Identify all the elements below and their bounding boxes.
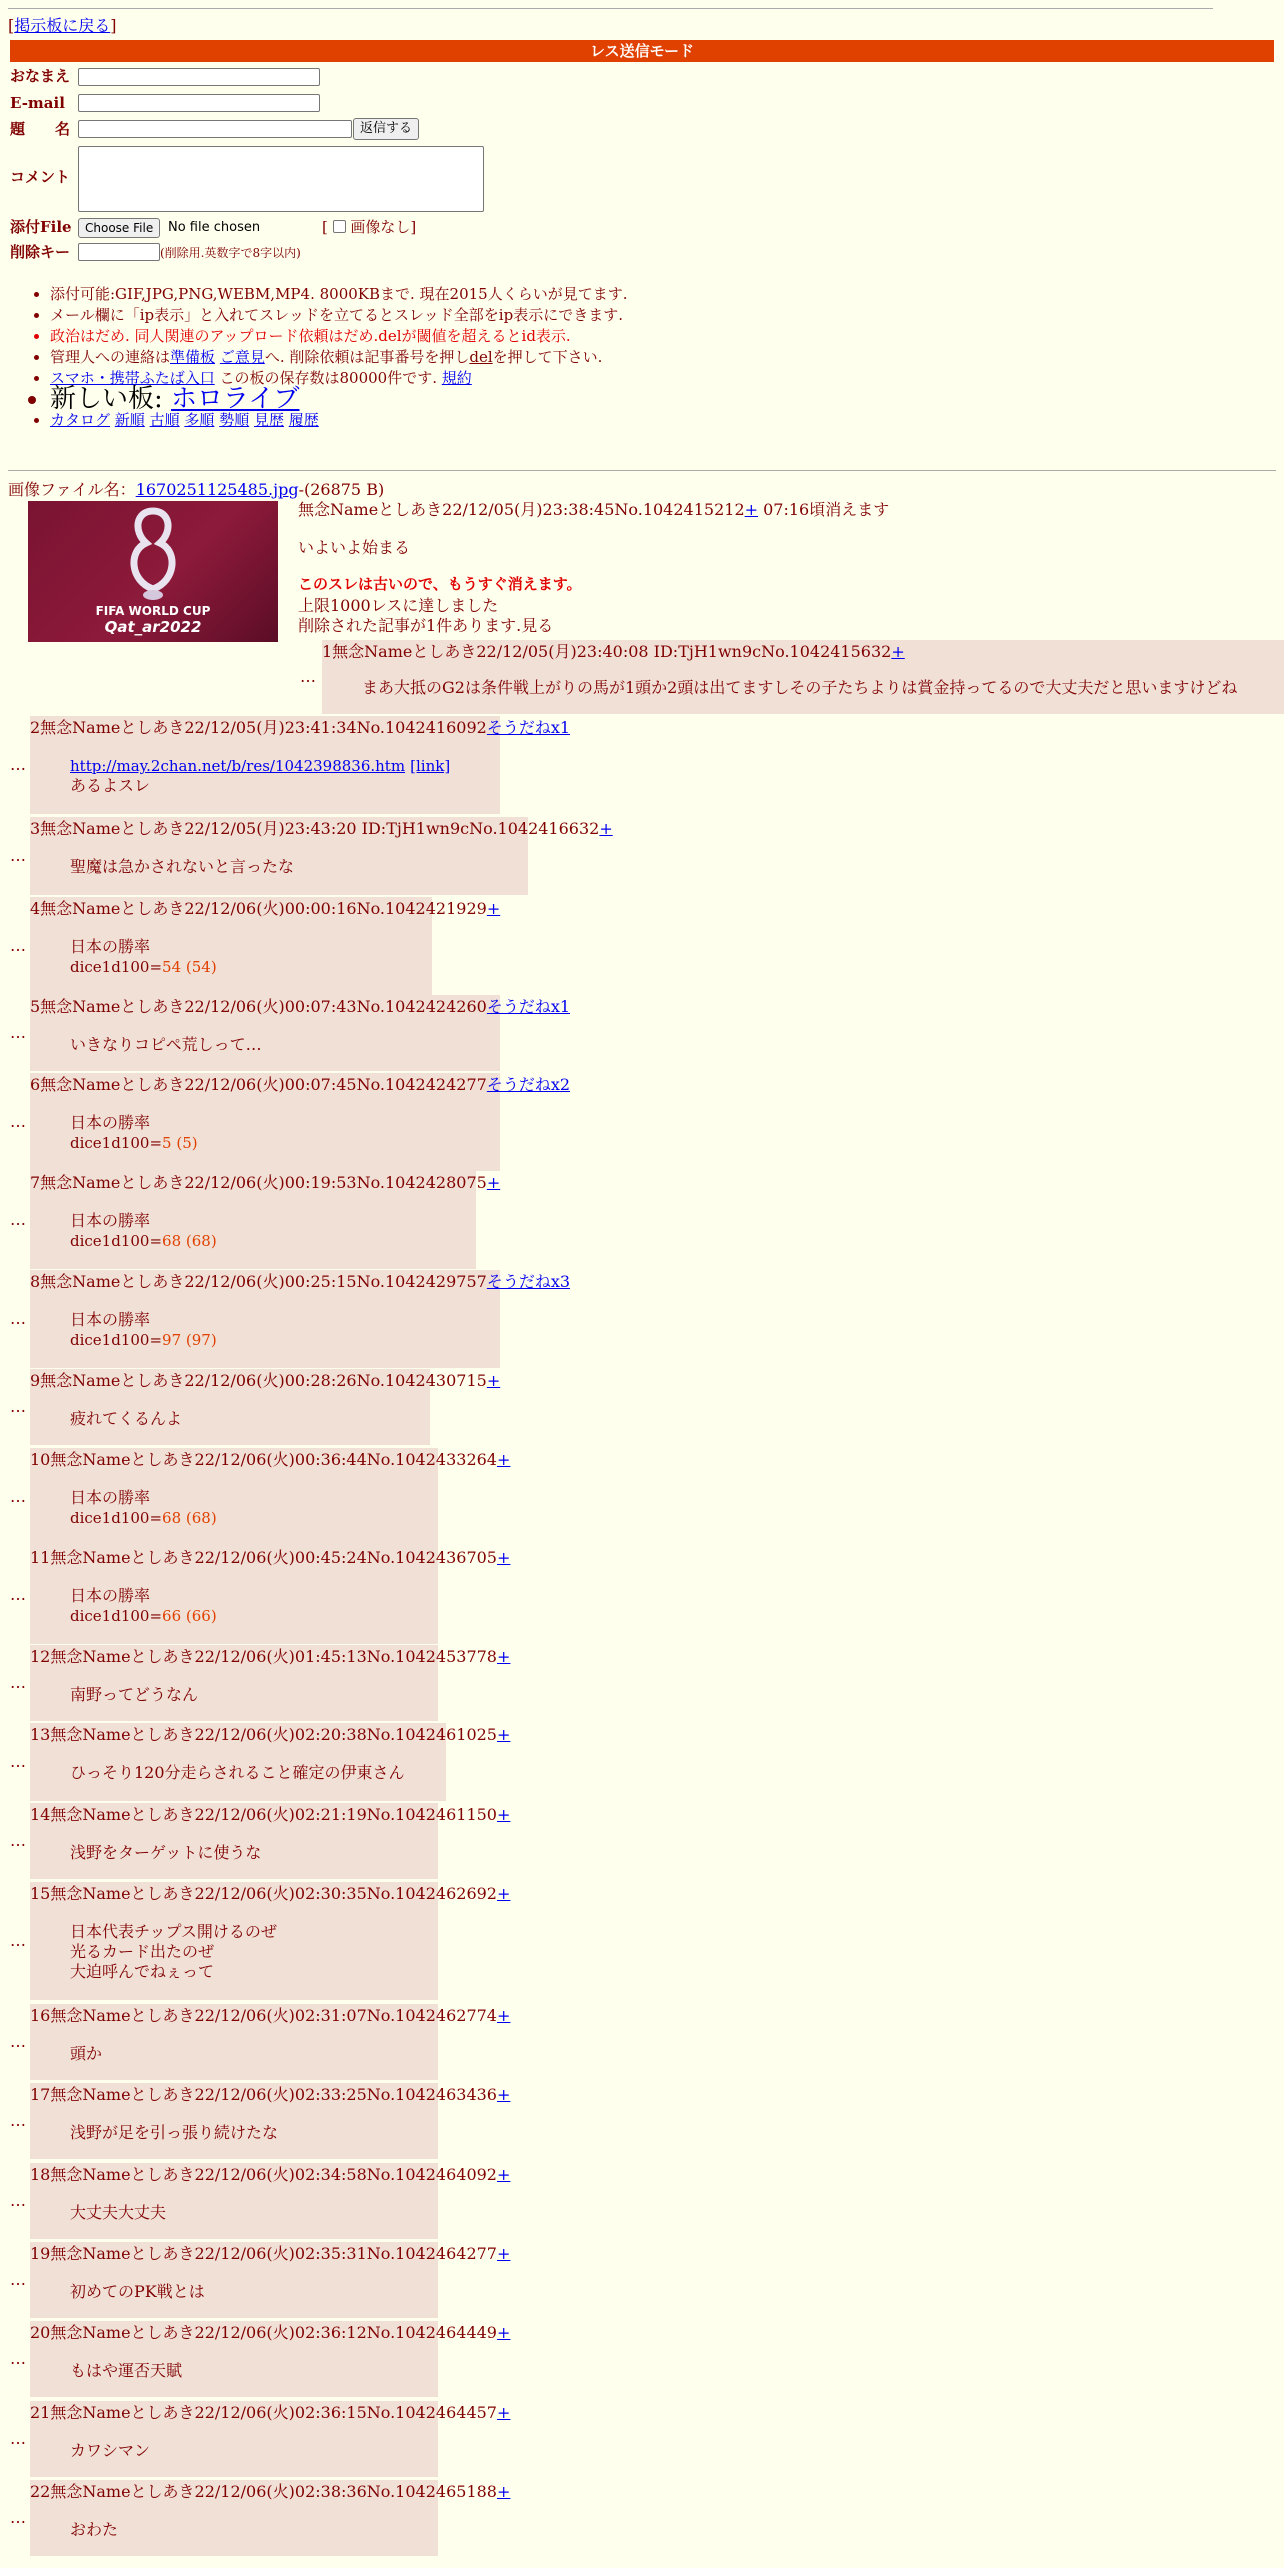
- reply-text: もはや運否天賦: [70, 2361, 183, 2380]
- op-header: [298, 500, 889, 520]
- no-image-checkbox[interactable]: [333, 220, 346, 233]
- reply-post: [322, 640, 1284, 714]
- dice-result: 54 (54): [162, 958, 217, 976]
- reply-header: [30, 1272, 570, 1292]
- reply-text: 日本の勝率: [70, 1211, 151, 1230]
- note-item: [50, 384, 628, 414]
- note-item: • メール欄に「ip表示」と入れてスレッドを立てるとスレッド全部をip表示にできます.: [50, 305, 628, 325]
- reply-indent-marker: …: [10, 1931, 26, 1950]
- back-nav: [8, 16, 117, 36]
- op-thumbnail-image[interactable]: [28, 501, 278, 642]
- reply-indent-marker: …: [10, 1210, 26, 1229]
- reply-header: [30, 1647, 510, 1667]
- sodane-link[interactable]: +: [496, 1884, 511, 1903]
- op-file-info: [8, 480, 384, 500]
- image-caption: Qat_ar2022: [104, 618, 202, 636]
- note-text: へ. 削除依頼は記事番号を押し: [264, 348, 470, 366]
- reply-body: [70, 756, 450, 796]
- reply-post: [30, 1645, 511, 1721]
- name-label: おなまえ: [10, 67, 71, 85]
- reply-body: [70, 2203, 166, 2223]
- note-item: [50, 347, 628, 367]
- reply-header: [30, 2482, 510, 2502]
- subject-label: 題 名: [10, 120, 71, 138]
- reply-meta: 16無念Nameとしあき22/12/06(火)02:31:07No.1042462774: [30, 2006, 497, 2025]
- dice-command: dice1d100=: [70, 1331, 163, 1349]
- dice-command: dice1d100=: [70, 1509, 163, 1527]
- reply-header: [30, 1075, 570, 1095]
- reply-indent-marker: …: [10, 2429, 26, 2448]
- hololive-board-link[interactable]: ホロライブ: [171, 384, 300, 414]
- reply-body: [70, 857, 294, 877]
- note-item: • 政治はだめ. 同人関連のアップロード依頼はだめ.delが閾値を超えるとid表示.: [50, 326, 628, 346]
- bracket: [: [8, 16, 15, 35]
- reply-indent-marker: …: [10, 1023, 26, 1042]
- reply-post: [30, 1171, 501, 1269]
- reply-meta: 21無念Nameとしあき22/12/06(火)02:36:15No.1042464457: [30, 2403, 497, 2422]
- reply-body: [70, 2282, 205, 2302]
- reply-text: 南野ってどうなん: [70, 1685, 199, 1704]
- op-meta: 無念Nameとしあき22/12/05(月)23:38:45No.1042415212: [298, 500, 745, 519]
- reply-text: 日本代表チップス開けるのぜ 光るカード出たのぜ 大迫呼んでねぇって: [70, 1922, 277, 1981]
- reply-text: 浅野をターゲットに使うな: [70, 1843, 262, 1862]
- sodane-link[interactable]: +: [496, 1805, 511, 1824]
- reply-body: [70, 1488, 217, 1528]
- reply-body: [70, 2123, 278, 2143]
- reply-indent-marker: …: [10, 1487, 26, 1506]
- reply-text: 大丈夫大丈夫: [70, 2203, 167, 2222]
- reply-body: [70, 1211, 217, 1251]
- reply-indent-marker: …: [10, 1752, 26, 1771]
- reply-body: [70, 1685, 198, 1705]
- comment-label: コメント: [10, 168, 71, 186]
- reply-indent-marker: …: [10, 1112, 26, 1131]
- op-sodane-link[interactable]: +: [744, 500, 759, 519]
- reply-text: いきなりコピペ荒しって…: [70, 1035, 262, 1054]
- feedback-link[interactable]: ご意見: [219, 348, 265, 366]
- mobile-entrance-link[interactable]: スマホ・携帯ふたば入口: [50, 369, 215, 387]
- comment-textarea[interactable]: [78, 146, 484, 212]
- reply-indent-marker: …: [10, 755, 26, 774]
- op-body: いよいよ始まる: [298, 538, 411, 557]
- note-text: この板の保存数は80000件です.: [219, 369, 437, 387]
- sodane-link[interactable]: +: [496, 1725, 511, 1744]
- file-size: -(26875 B): [298, 480, 385, 499]
- reply-indent-marker: …: [10, 2111, 26, 2130]
- terms-link[interactable]: 規約: [441, 369, 472, 387]
- reply-post: [30, 2083, 511, 2159]
- reply-meta: 3無念Nameとしあき22/12/05(月)23:43:20 ID:TjH1wn9cNo.1042416632: [30, 819, 600, 838]
- reply-header: [30, 997, 570, 1017]
- no-image-label: 画像なし]: [350, 218, 417, 236]
- dice-command: dice1d100=: [70, 958, 163, 976]
- sodane-link[interactable]: +: [599, 819, 613, 838]
- sodane-link[interactable]: そうだねx2: [486, 1075, 571, 1094]
- reply-text: 浅野が足を引っ張り続けたな: [70, 2123, 279, 2142]
- sodane-link[interactable]: +: [496, 1548, 511, 1567]
- reply-text: 日本の勝率: [70, 1113, 151, 1132]
- reply-post: [30, 897, 501, 995]
- reply-indent-marker: …: [10, 1673, 26, 1692]
- reply-text: 日本の勝率: [70, 1488, 151, 1507]
- email-label: E-mail: [10, 94, 65, 112]
- reply-indent-marker: …: [10, 2349, 26, 2368]
- delete-key-input[interactable]: [78, 243, 160, 261]
- reply-post: [30, 1073, 571, 1171]
- del-text: del: [469, 348, 493, 366]
- reply-meta: 15無念Nameとしあき22/12/06(火)02:30:35No.1042462692: [30, 1884, 497, 1903]
- reply-meta: 14無念Nameとしあき22/12/06(火)02:21:19No.1042461150: [30, 1805, 497, 1824]
- name-input[interactable]: [78, 68, 320, 86]
- reply-meta: 2無念Nameとしあき22/12/05(月)23:41:34No.1042416092: [30, 718, 487, 737]
- reply-meta: 11無念Nameとしあき22/12/06(火)00:45:24No.1042436705: [30, 1548, 497, 1567]
- bracket: ]: [110, 16, 117, 35]
- reply-meta: 19無念Nameとしあき22/12/06(火)02:35:31No.1042464277: [30, 2244, 497, 2263]
- image-caption: FIFA WORLD CUP: [95, 604, 211, 618]
- no-image-option: [322, 218, 416, 237]
- reply-header: [30, 718, 570, 738]
- reply-text: あるよスレ: [70, 776, 151, 795]
- reply-body: [70, 1843, 261, 1863]
- reply-text: 頭か: [70, 2044, 103, 2063]
- reply-post: [30, 2401, 511, 2477]
- note-item: • 添付可能:GIF,JPG,PNG,WEBM,MP4. 8000KBまで. 現在2015人くらいが見てます.: [50, 284, 628, 304]
- reply-text: 日本の勝率: [70, 1586, 151, 1605]
- reply-meta: 12無念Nameとしあき22/12/06(火)01:45:13No.1042453778: [30, 1647, 497, 1666]
- email-input[interactable]: [78, 94, 320, 112]
- reply-meta: 17無念Nameとしあき22/12/06(火)02:33:25No.1042463436: [30, 2085, 497, 2104]
- dice-command: dice1d100=: [70, 1607, 163, 1625]
- reply-post: [30, 1546, 511, 1644]
- link-tag[interactable]: [link]: [410, 757, 451, 775]
- nav-link[interactable]: 見歴: [253, 411, 284, 429]
- reply-header: [30, 2323, 510, 2343]
- reply-indent-marker: …: [10, 846, 26, 865]
- reply-header: [30, 2006, 510, 2026]
- reply-header: [30, 1805, 510, 1825]
- reply-indent-marker: …: [10, 1397, 26, 1416]
- reply-body: [70, 1409, 182, 1429]
- nav-link[interactable]: 新順: [114, 411, 145, 429]
- reply-header: [30, 899, 500, 919]
- reply-post: [30, 1369, 501, 1445]
- sodane-link[interactable]: +: [496, 1450, 511, 1469]
- reply-text: 日本の勝率: [70, 1310, 151, 1329]
- thread-divider: [8, 470, 1276, 471]
- submit-reply-button[interactable]: 返信する: [353, 118, 419, 140]
- reply-text: ひっそり120分走らされること確定の伊東さん: [70, 1763, 405, 1782]
- reply-header: [30, 2403, 510, 2423]
- sodane-link[interactable]: そうだねx3: [486, 1272, 571, 1291]
- sodane-link[interactable]: そうだねx1: [486, 718, 571, 737]
- reply-text: 初めてのPK戦とは: [70, 2282, 205, 2301]
- new-board-label: 新しい板:: [50, 384, 163, 414]
- sodane-link[interactable]: +: [486, 1371, 501, 1390]
- sodane-link[interactable]: +: [496, 2165, 511, 2184]
- sodane-link[interactable]: +: [496, 2006, 511, 2025]
- reply-header: [30, 1548, 510, 1568]
- reply-header: [322, 642, 905, 662]
- op-file-link[interactable]: 1670251125485.jpg: [135, 480, 299, 499]
- nav-link[interactable]: 勢順: [219, 411, 250, 429]
- reply-meta: 9無念Nameとしあき22/12/06(火)00:28:26No.1042430715: [30, 1371, 487, 1390]
- reply-indent-marker: …: [10, 2270, 26, 2289]
- top-divider: [8, 8, 1213, 9]
- reply-text: 日本の勝率: [70, 937, 151, 956]
- reply-meta: 5無念Nameとしあき22/12/06(火)00:07:43No.1042424260: [30, 997, 487, 1016]
- reply-meta: 4無念Nameとしあき22/12/06(火)00:00:16No.1042421929: [30, 899, 487, 918]
- reply-mode-bar: レス送信モード: [10, 40, 1274, 62]
- reply-meta: 18無念Nameとしあき22/12/06(火)02:34:58No.1042464092: [30, 2165, 497, 2184]
- reply-text: まあ大抵のG2は条件戦上がりの馬が1頭か2頭は出てますしその子たちよりは賞金持ってるので大丈夫だと思いますけどね: [362, 678, 1238, 697]
- reply-body: [70, 1763, 405, 1783]
- reply-post: [30, 716, 571, 814]
- reply-meta: 10無念Nameとしあき22/12/06(火)00:36:44No.1042433264: [30, 1450, 497, 1469]
- reply-body: [70, 1922, 277, 1982]
- reply-header: [30, 1173, 500, 1193]
- file-label: 添付File: [10, 218, 72, 236]
- sodane-link[interactable]: +: [486, 1173, 501, 1192]
- reply-indent-marker: …: [10, 1831, 26, 1850]
- reply-post: [30, 2480, 511, 2556]
- nav-link[interactable]: 多順: [184, 411, 215, 429]
- back-to-board-link[interactable]: 掲示板に戻る: [14, 16, 111, 35]
- reply-indent-marker: …: [10, 1309, 26, 1328]
- board-notes: [30, 284, 628, 431]
- reply-body: [70, 2520, 118, 2540]
- bracket: [: [322, 218, 328, 236]
- reply-body: [70, 2361, 182, 2381]
- sodane-link[interactable]: +: [496, 1647, 511, 1666]
- reply-body: [70, 2044, 102, 2064]
- reply-post: [30, 2163, 511, 2239]
- reply-text: 聖魔は急かされないと言ったな: [70, 857, 295, 876]
- dice-result: 66 (66): [162, 1607, 217, 1625]
- reply-header: [30, 1884, 510, 1904]
- reply-body: [70, 2441, 150, 2461]
- nav-link[interactable]: カタログ: [50, 411, 111, 429]
- reply-limit-notice: 上限1000レスに達しました: [298, 596, 499, 615]
- reply-header: [30, 1725, 510, 1745]
- reply-post: [30, 1448, 511, 1546]
- reply-header: [30, 2165, 510, 2185]
- sodane-link[interactable]: +: [496, 2482, 511, 2501]
- reply-meta: 1無念Nameとしあき22/12/05(月)23:40:08 ID:TjH1wn9cNo.1042415632: [322, 642, 892, 661]
- old-thread-warning: このスレは古いので、もうすぐ消えます。: [298, 575, 582, 593]
- reply-post: [30, 1803, 511, 1879]
- reply-body: [362, 678, 1237, 698]
- reply-post: [30, 817, 613, 895]
- reply-header: [30, 2244, 510, 2264]
- reply-body: [70, 1310, 217, 1350]
- reply-text: おわた: [70, 2520, 119, 2539]
- thread-link[interactable]: http://may.2chan.net/b/res/1042398836.htm: [70, 757, 406, 775]
- reply-post: [30, 2321, 511, 2397]
- reply-meta: 22無念Nameとしあき22/12/06(火)02:38:36No.1042465188: [30, 2482, 497, 2501]
- reply-text: 疲れてくるんよ: [70, 1409, 183, 1428]
- reply-post: [30, 1270, 571, 1368]
- dice-result: 68 (68): [162, 1232, 217, 1250]
- dice-result: 5 (5): [162, 1134, 198, 1152]
- reply-header: [30, 1450, 510, 1470]
- reply-indent-marker: …: [10, 2191, 26, 2210]
- nav-link[interactable]: 古順: [149, 411, 180, 429]
- note-text: 管理人への連絡は: [50, 348, 171, 366]
- reply-post: [30, 2004, 511, 2080]
- reply-body: [70, 1035, 262, 1055]
- sodane-link[interactable]: +: [496, 2323, 511, 2342]
- reply-post: [30, 1882, 511, 2000]
- reply-indent-marker: …: [300, 667, 316, 686]
- sodane-link[interactable]: +: [496, 2403, 511, 2422]
- note-text: を押して下さい.: [492, 348, 603, 366]
- op-expire: 07:16頃消えます: [758, 500, 890, 519]
- reply-meta: 20無念Nameとしあき22/12/06(火)02:36:12No.1042464449: [30, 2323, 497, 2342]
- reply-indent-marker: …: [10, 2508, 26, 2527]
- prep-board-link[interactable]: 準備板: [170, 348, 216, 366]
- reply-indent-marker: …: [10, 936, 26, 955]
- nav-link[interactable]: 履歴: [288, 411, 319, 429]
- reply-post: [30, 995, 571, 1071]
- no-file-text: No file chosen: [168, 220, 261, 235]
- dice-result: 97 (97): [162, 1331, 217, 1349]
- reply-indent-marker: …: [10, 2032, 26, 2051]
- reply-indent-marker: …: [10, 1585, 26, 1604]
- dice-command: dice1d100=: [70, 1134, 163, 1152]
- reply-header: [30, 1371, 500, 1391]
- dice-command: dice1d100=: [70, 1232, 163, 1250]
- file-label-text: 画像ファイル名：: [8, 480, 136, 499]
- reply-meta: 7無念Nameとしあき22/12/06(火)00:19:53No.1042428075: [30, 1173, 487, 1192]
- delete-key-label: 削除キー: [10, 243, 71, 261]
- reply-post: [30, 2242, 511, 2318]
- delete-key-hint: (削除用.英数字で8字以内): [160, 246, 301, 260]
- dice-result: 68 (68): [162, 1509, 217, 1527]
- choose-file-button[interactable]: Choose File: [78, 218, 160, 238]
- reply-body: [70, 1586, 217, 1626]
- reply-body: [70, 1113, 198, 1153]
- reply-meta: 13無念Nameとしあき22/12/06(火)02:20:38No.1042461025: [30, 1725, 497, 1744]
- subject-input[interactable]: [78, 120, 352, 138]
- sodane-link[interactable]: +: [496, 2244, 511, 2263]
- reply-meta: 8無念Nameとしあき22/12/06(火)00:25:15No.1042429757: [30, 1272, 487, 1291]
- reply-body: [70, 937, 217, 977]
- reply-post: [30, 1723, 511, 1801]
- deleted-notice: 削除された記事が1件あります.見る: [298, 616, 554, 635]
- reply-meta: 6無念Nameとしあき22/12/06(火)00:07:45No.1042424277: [30, 1075, 487, 1094]
- note-item: [50, 410, 628, 430]
- sodane-link[interactable]: +: [496, 2085, 511, 2104]
- reply-header: [30, 819, 613, 839]
- sodane-link[interactable]: +: [486, 899, 501, 918]
- sodane-link[interactable]: そうだねx1: [486, 997, 571, 1016]
- sodane-link[interactable]: +: [891, 642, 905, 661]
- reply-text: カワシマン: [70, 2441, 151, 2460]
- reply-header: [30, 2085, 510, 2105]
